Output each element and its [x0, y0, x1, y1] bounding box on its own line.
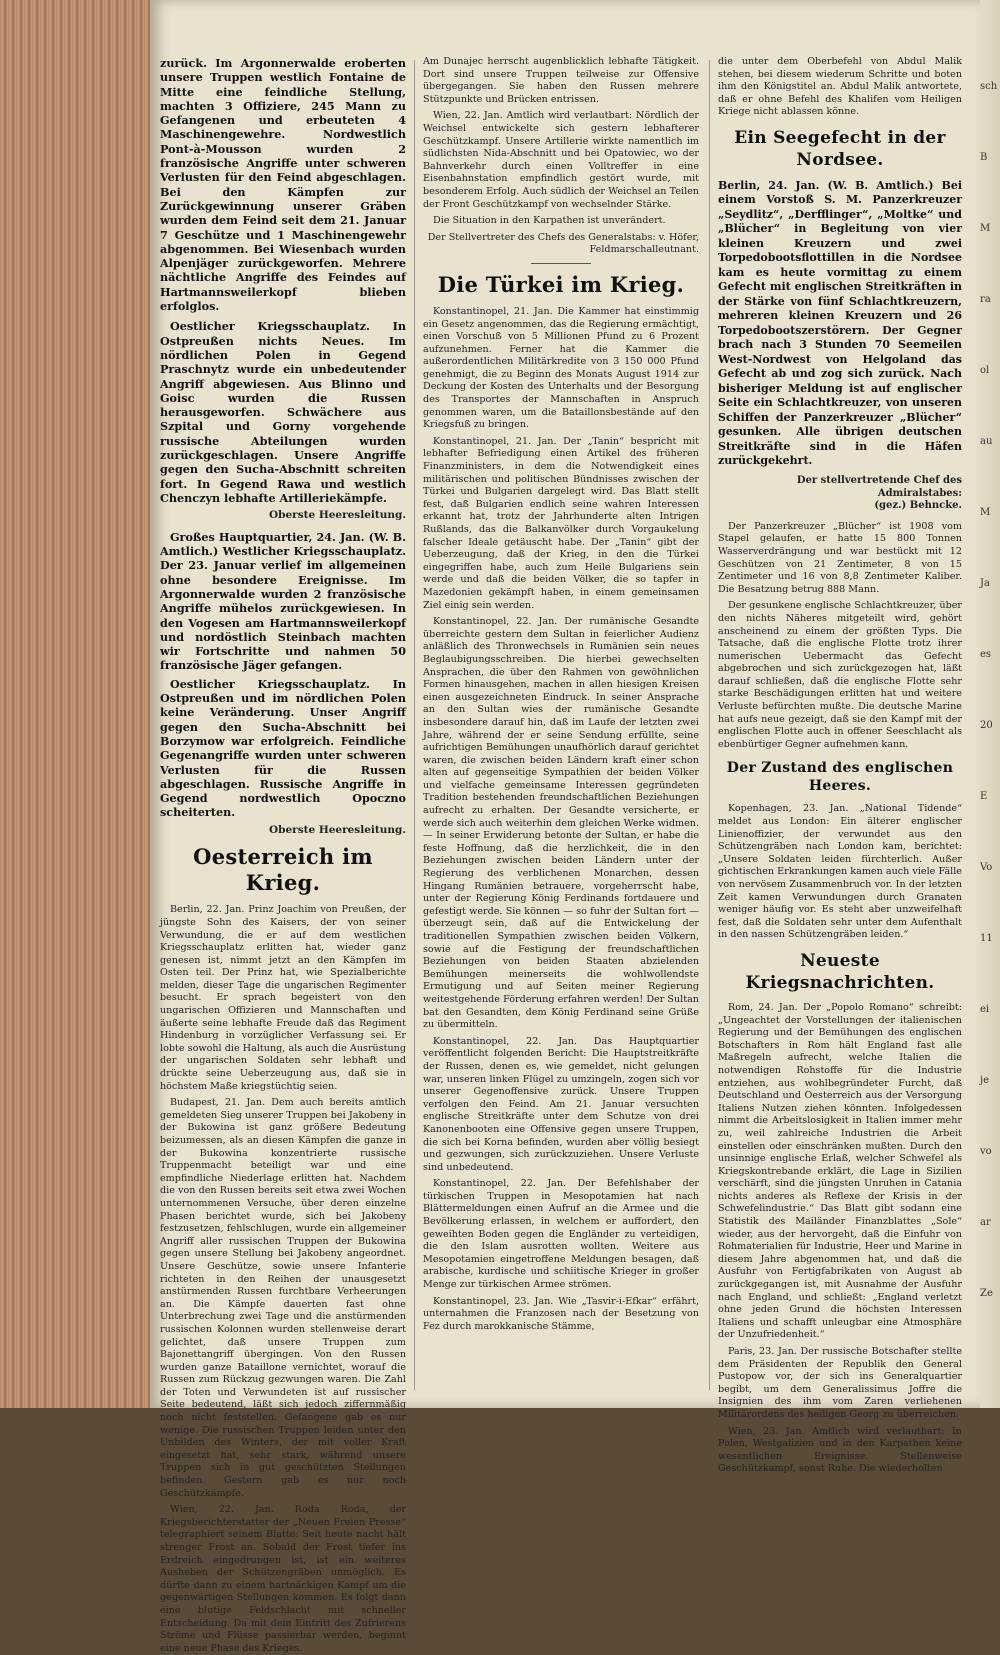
edge-fragment: au [980, 436, 993, 447]
signature-oberste-heeresleitung-2: Oberste Heeresleitung. [269, 823, 406, 836]
article-konstantinopel-rumaenien: Konstantinopel, 22. Jan. Der rumänische Gesandte überreichte gestern dem Sultan in feierlicher Audienz anläßlich des Thronwechsels in Rumänien sein neues Beglaubigungsschreiben. Die hierbei gewechselten Ansprachen, die über den Rahmen von gewöhnlichen Formen hinausgehen, machen in allen hiesigen Kreisen einen ausgezeichneten Eindruck. In seiner Ansprache an den Sultan wies der rumänische Gesandte insbesondere darauf hin, daß im Laufe der letzten zwei Jahre, während der er seine Sendung erfüllte, seine aufrichtigen Bemühungen unaufhörlich darauf gerichtet waren, die zwischen beiden Ländern kraft einer schon alten auf gegenseitige Sympathien der beiden Völker und vielfache gemeinsame Interessen gegründeten Tradition bestehenden freundschaftlichen Beziehungen aufrecht zu erhalten. Der Gesandte versicherte, er werde sich auch weiterhin dem gleichen Werke widmen. — In seiner Erwiderung betonte der Sultan, er habe die feste Hoffnung, daß die herzlichkeit, die in den Beziehungen zwischen beiden Ländern unter der Regierung des verblichenen Monarchen, dessen Hingang Rumänien betrauere, vorgeherrscht habe, unter der Regierung König Ferdinands fortdauere und gefestigt werde. Sie können — so fuhr der Sultan fort — überzeugt sein, daß auf die Entwickelung der traditionellen Sympathien zwischen beiden Völkern, sowie auf die Festigung der freundschaftlichen Beziehungen von beiden Staaten abzielenden Bemühungen meinerseits die wohlwollendste Ermutigung und auf Seiten meiner Regierung weitestgehende Förderung erfahren werden! Der Sultan bat den Gesandten, dem König Ferdinand seine Grüße zu übermitteln. [423, 616, 699, 1031]
edge-fragment: M [980, 223, 991, 234]
article-berlin-prinz-joachim: Berlin, 22. Jan. Prinz Joachim von Preußen, der jüngste Sohn des Kaisers, der von seiner Verwundung, die er auf dem westlichen Kriegsschauplatz erlitten hat, wieder ganz genesen ist, nimmt jetzt an den Kämpfen im Osten teil. Der Prinz hat, wie Spezialberichte melden, dieser Tage die ungarischen Regimenter besucht. Er sprach begeistert von den ungarischen Offizieren und Mannschaften und äußerte seine lebhafte Freude daß das Regiment Hindenburg in vorzüglicher Verfassung sei. Er lobte sowohl die Haltung, als auch die Ausrüstung der ungarischen Soldaten sehr lebhaft und drückte seine Ueberzeugung aus, daß sie in höchstem Maße kriegstüchtig seien. [160, 904, 406, 1092]
next-page-edge [980, 0, 1000, 1408]
edge-fragment: ar [980, 1217, 991, 1228]
divider-rule [531, 263, 591, 264]
article-schlachtkreuzer: Der gesunkene englische Schlachtkreuzer, über den nichts Näheres mitgeteilt wird, gehört anscheinend zu einem der größten Typs. Die Tatsache, daß die englische Flotte trotz ihrer numerischen Uebermacht das Gefecht abgebrochen und sich zurückgezogen hat, läßt darauf schließen, daß die englische Flotte sehr starke Beschädigungen erlitten hat und weitere Verluste befürchten mußte. Die deutsche Marine hat aufs neue gezeigt, daß sie den Kampf mit der englischen Flotte auch in offener Seeschlacht als ebenbürtiger Gegner aufnehmen kann. [718, 600, 962, 750]
article-konstantinopel-tanin: Konstantinopel, 21. Jan. Der „Tanin“ bespricht mit lebhafter Befriedigung einen Artikel des früheren Finanzministers, in dem die Notwendigkeit eines militärischen und politischen Bündnisses zwischen der Türkei und Bulgarien dargelegt wird. Das Blatt stellt fest, daß Bulgarien endlich seine wahren Interessen erkannt hat, trotz der Jahrhunderte alten Intrigen Rußlands, das die Balkanvölker durch Vorgaukelung falscher Ideale getäuscht habe. Der „Tanin“ gibt der Ueberzeugung, daß der Krieg, in den die Türkei eingegriffen habe, auch zum Heile Bulgariens sein werde und daß die beiden Völker, die so tapfer in Mazedonien gekämpft haben, in einem gemeinsamen Ziel einig sein werden. [423, 435, 699, 611]
edge-fragment: Ze [980, 1288, 993, 1299]
article-konstantinopel-tasvir: Konstantinopel, 23. Jan. Wie „Tasvir-i-Efkar“ erfährt, unternahmen die Franzosen nach der Besetzung von Fez durch marokkanische Stämme, [423, 1295, 699, 1332]
signature-oberste-heeresleitung: Oberste Heeresleitung. [269, 509, 406, 522]
column-1 [160, 56, 406, 1654]
article-hauptquartier-24-jan: Großes Hauptquartier, 24. Jan. (W. B. Amtlich.) Westlicher Kriegsschauplatz. Der 23. Januar verlief im allgemeinen ohne besondere Ereignisse. Im Argonnerwalde wurden 2 französische Angriffe mühelos zurückgewiesen. In den Vogesen am Hartmannsweilerkopf und nordöstlich Steinbach machten wir Fortschritte und nahmen 50 französische Jäger gefangen. [160, 529, 406, 673]
edge-fragment: ei [980, 1004, 990, 1015]
edge-fragment: sch [980, 81, 998, 92]
edge-fragment: Vo [980, 862, 993, 873]
signature-generalstab: Der Stellvertreter des Chefs des Generalstabs: v. Höfer, Feldmarschalleutnant. [427, 231, 699, 256]
signature-behncke: (gez.) Behncke. [874, 500, 962, 512]
article-paris-botschafter: Paris, 23. Jan. Der russische Botschafter stellte dem Präsidenten der Republik den General Pustopow vor, der sich ins Generalquartier begibt, um dem Generalissimus Joffre die Insignien des ihm vom Zaren verliehenen Militärordens des heiligen Georg zu überreichen. [718, 1346, 962, 1420]
article-dunajec: Am Dunajec herrscht augenblicklich lebhafte Tätigkeit. Dort sind unsere Truppen teilweise zur Offensive übergegangen. Sie haben den Russen mehrere Stützpunkte und Brücken entrissen. [423, 56, 699, 105]
edge-fragment: M [980, 507, 991, 518]
headline-tuerkei: Die Türkei im Krieg. [437, 271, 685, 297]
column-divider-2 [709, 60, 710, 1390]
article-rom-popolo-romano: Rom, 24. Jan. Der „Popolo Romano“ schreibt: „Ungeachtet der Vorstellungen der italienischen Regierung und der Bemühungen des englischen Botschafters in Rom hält England fast alle Maßregeln aufrecht, welche Italien die notwendigen Rohstoffe für die Industrie entziehen, aus wohlbegründeter Furcht, daß Deutschland und Oesterreich aus der Versorgung Italiens Nutzen ziehen könnten. Infolgedessen nimmt die Arbeitslosigkeit in Italien immer mehr zu, weil zahlreiche Industrien die Arbeit einstellen oder einschränken mußten. Durch den unsinnige englische Erlaß, welcher Schwefel als Kriegskontrebande erklärt, die Lage in Sizilien verschärft, sind die jüngsten Unruhen in Catania nichts anderes als Reflexe der Krisis in der Schwefelindustrie.“ Das Blatt gibt sodann eine Statistik des Mailänder Finanzblattes „Sole“ wieder, aus der hervorgeht, daß die Einfuhr von Rohmaterialien für Industrie, Heer und Marine in diesem Jahre abgenommen hat, und daß die Ausfuhr von Fertigfabrikaten von August ab zurückgegangen ist, mit Ausnahme der Ausfuhr nach England, und schließt: „England verletzt ohne jeden Grund die höchsten Interessen Italiens und schafft unleugbar eine Atmosphäre der Unzufriedenheit.“ [718, 1001, 962, 1341]
headline-oesterreich: Oesterreich im Krieg. [193, 844, 373, 896]
article-eastern-front-24-jan: Oestlicher Kriegsschauplatz. In Ostpreußen und im nördlichen Polen keine Veränderung. Unser Angriff gegen den Sucha-Abschnitt bei Borzymow war erfolgreich. Feindliche Gegenangriffe wurden unter schweren Verlusten für die Russen abgeschlagen. Russische Angriffe in Gegend nordwestlich Opoczno scheiterten. [160, 676, 406, 820]
headline-englisches-heer: Der Zustand des englischen Heeres. [726, 760, 954, 795]
article-karpathen: Die Situation in den Karpathen ist unverändert. [433, 215, 666, 227]
article-wien-weichsel: Wien, 22. Jan. Amtlich wird verlautbart: Nördlich der Weichsel entwickelte sich gestern lebhafterer Geschützkampf. Unsere Artillerie wirkte namentlich im südlichsten Nida-Abschnitt und bei Opatowiec, wo der Bahnverkehr durch einen Volltreffer in eine Eisenbahnstation empfindlich gestört wurde, mit besonderem Erfolg. Auch südlich der Weichsel an Teilen der Front Geschützkampf von wechselnder Stärke. [423, 110, 699, 210]
edge-fragment: es [980, 649, 992, 660]
edge-fragment: E [980, 791, 988, 802]
column-divider-1 [414, 60, 415, 1390]
edge-fragment: ol [980, 365, 990, 376]
article-kopenhagen: Kopenhagen, 23. Jan. „National Tidende“ meldet aus London: Ein älterer englischer Linienoffizier, der verwundet aus den Schützengräben nach London kam, berichtet: „Unsere Soldaten leiden fürchterlich. Außer gichtischen Erkrankungen kamen auch viele Fälle von nervösem Zusammenbruch vor. In der letzten Zeit kamen Verwundungen durch Granaten weniger häufig vor. Es steht aber unzweifelhaft fest, daß die Soldaten sehr unter dem Aufenthalt in den nassen Schützengräben leiden.“ [718, 803, 962, 941]
edge-fragment: Ja [980, 578, 990, 589]
signature-admiralstab: Der stellvertretende Chef des Admiralstabes: [796, 474, 962, 499]
column-2 [423, 56, 699, 1401]
article-konstantinopel-kammer: Konstantinopel, 21. Jan. Die Kammer hat einstimmig ein Gesetz angenommen, das die Regierung ermächtigt, einen Vorschuß von 5 Millionen Pfund zu 6 Prozent aufzunehmen. Ferner hat die Kammer die außerordentlichen Militärkredite von 3 150 000 Pfund genehmigt, die zu Beginn des Monats August 1914 zur Deckung der Kosten des Unterhalts und der Besorgung des Transportes der Mannschaften in Anspruch genommen waren, um die Bataillonsbestände auf den Kriegsfuß zu bringen. [423, 305, 699, 431]
article-budapest-jakobeny: Budapest, 21. Jan. Dem auch bereits amtlich gemeldeten Sieg unserer Truppen bei Jakobeny in der Bukowina ist ganz größere Bedeutung beizumessen, als an diesen Kämpfen die ganze in der Bukowina konzentrierte russische Truppenmacht beteiligt war und eine empfindliche Niederlage erlitten hat. Nachdem die von den Russen bereits seit etwa zwei Wochen unternommenen Versuche, über deren einzelne Phasen berichtet wurde, sich bei Jakobeny festzusetzen, fehlschlugen, wurde ein allgemeiner Angriff aller russischen Truppen der Bukowina gegen unsere Stellung bei Jakobeny angeordnet. Unsere Geschütze, sowie unsere Infanterie richteten in den Reihen der unausgesetzt anstürmenden Russen furchtbare Verheerungen an. Die Kämpfe dauerten fast ohne Unterbrechung zwei Tage und die anstürmenden russischen Kolonnen wurden stellenweise derart gelichtet, daß unsere Truppen zum Bajonettangriff übergingen. Von den Russen wurden ganze Bataillone vernichtet, worauf die Russen zum Rückzug gezwungen waren. Die Zahl der Toten und Verwundeten ist auf russischer Seite bedeutend, läßt sich jedoch ziffernmäßig noch nicht feststellen. Gefangene gab es nur wenige. Die russischen Truppen leiden unter den Unbilden des Winters, der mit voller Kraft eingesetzt hat, sehr stark, während unsere Truppen sich in gut geschützten Stellungen befinden. Gestern gab es nur noch Geschützkämpfe. [160, 1097, 406, 1499]
edge-fragment: ra [980, 294, 991, 305]
edge-fragment: 11 [980, 933, 993, 944]
edge-fragment: vo [980, 1146, 992, 1157]
next-page-text-fragments [980, 0, 1000, 1300]
edge-fragment: 20 [980, 720, 993, 731]
book-page-stack [0, 0, 150, 1408]
article-konstantinopel-mesopotamien: Konstantinopel, 22. Jan. Der Befehlshaber der türkischen Truppen in Mesopotamien hat nach Blättermeldungen einen Aufruf an die Armee und die Bevölkerung erlassen, in welchem er auffordert, den geweihten Boden gegen die Engländer zu verteidigen, die den Islam ausrotten wollten. Weitere aus Mesopotamien eingetroffene Meldungen besagen, daß arabische, kurdische und schiitische Krieger in großer Menge zur türkischen Armee strömen. [423, 1178, 699, 1291]
headline-neueste-kriegsnachrichten: Neueste Kriegsnachrichten. [745, 950, 935, 993]
headline-seegefecht: Ein Seegefecht in der Nordsee. [734, 127, 946, 170]
newspaper-page [150, 0, 980, 1654]
article-seegefecht-nordsee: Berlin, 24. Jan. (W. B. Amtlich.) Bei einem Vorstoß S. M. Panzerkreuzer „Seydlitz“, „Derfflinger“, „Moltke“ und „Blücher“ in Begleitung von vier kleinen Kreuzern und zwei Torpedobootsflottillen in die Nordsee kam es heute vormittag zu einem Gefecht mit englischen Streitkräften in der Stärke von fünf Schlachtkreuzern, mehreren kleinen Kreuzern und 26 Torpedobootszerstörern. Der Gegner brach nach 3 Stunden 70 Seemeilen West-Nordwest von Helgoland das Gefecht ab und zog sich zurück. Nach bisheriger Meldung ist auf englischer Seite ein Schlachtkreuzer, von unseren Schiffen der Panzerkreuzer „Blücher“ gesunken. Alle übrigen deutschen Streitkräfte sind in die Häfen zurückgekehrt. [718, 178, 962, 468]
article-bluecher: Der Panzerkreuzer „Blücher“ ist 1908 vom Stapel gelaufen, er hatte 15 800 Tonnen Wasserverdrängung und war bestückt mit 12 Geschützen von 21 Zentimeter, 8 von 15 Zentimeter und 16 von 8,8 Zentimeter Kaliber. Die Besatzung betrug 888 Mann. [718, 520, 962, 595]
article-wien-polen: Wien, 23. Jan. Amtlich wird verlautbart: In Polen, Westgalizien und in den Karpathen keine wesentlichen Ereignisse. Stellenweise Geschützkampf, sonst Ruhe. Die wiederholten [718, 1425, 962, 1475]
article-eastern-front: Oestlicher Kriegsschauplatz. In Ostpreußen nichts Neues. Im nördlichen Polen in Gegend Praschnytz wurde ein unbedeutender Angriff abgewiesen. Aus Blinno und Goisc wurden die Russen herausgeworfen. Schwächere aus Szpital und Gorny vorgehende russische Abteilungen wurden zurückgeschlagen. Unsere Angriffe gegen den Sucha-Abschnitt schreiten fort. In Gegend Rawa und westlich Chenczyn lebhafte Artilleriekämpfe. [160, 319, 406, 505]
article-abdul-malik: die unter dem Oberbefehl von Abdul Malik stehen, bei diesem wiederum Schritte und boten ihm den Königstitel an. Abdul Malik antwortete, daß er ohne Befehl des Khalifen vom Heiligen Kriege nicht ablassen könne. [718, 56, 962, 118]
article-western-front: zurück. Im Argonnerwalde eroberten unsere Truppen westlich Fontaine de Mitte eine feindliche Stellung, machten 3 Offiziere, 245 Mann zu Gefangenen und erbeuteten 4 Maschinengewehre. Nordwestlich Pont-à-Mousson wurden 2 französische Angriffe unter schweren Verlusten für den Feind abgeschlagen. Bei den Kämpfen zur Zurückgewinnung unserer Gräben wurden dem Feind seit dem 21. Januar 7 Geschütze und 1 Maschinengewehr abgenommen. Bei Wiesenbach wurden Alpenjäger zurückgeworfen. Mehrere nächtliche Angriffe des Feindes auf Hartmannsweilerkopf blieben erfolglos. [160, 56, 406, 314]
article-konstantinopel-hauptquartier: Konstantinopel, 22. Jan. Das Hauptquartier veröffentlicht folgenden Bericht: Die Hauptstreitkräfte der Russen, denen es, wie gemeldet, nicht gelungen war, unseren linken Flügel zu umzingeln, zogen sich vor unserer Gegenoffensive zurück. Unsere Truppen verfolgen den Feind. Am 21. Januar versuchten englische Streitkräfte unter dem Schutze von drei Kanonenbooten eine Offensive gegen unsere Truppen, die sich bei Korna befinden, wurden aber völlig besiegt und gezwungen, sich zurückzuziehen. Unsere Verluste sind unbedeutend. [423, 1035, 699, 1173]
edge-fragment: je [980, 1075, 990, 1086]
column-3 [718, 56, 962, 1475]
edge-fragment: B [980, 152, 988, 163]
article-wien-roda-roda: Wien, 22. Jan. Roda Roda, der Kriegsberichterstatter der „Neuen Freien Presse“ telegraphiert seinem Blatte: Seit heute nacht hält strenger Frost an. Sobald der Frost tiefer ins Erdreich eingedrungen ist, ist ein weiteres Ausheben der Schützengräben unmöglich. Es dürfte dann zu einem hartnäckigen Kampf um die gegenwärtigen Stellungen kommen. Es folgt dann eine blutige Feldschlacht mit schneller Entscheidung. Da mit dem Eintritt des Zufrierens Ströme und Flüsse passierbar werden, beginnt eine neue Phase des Krieges. [160, 1504, 406, 1654]
